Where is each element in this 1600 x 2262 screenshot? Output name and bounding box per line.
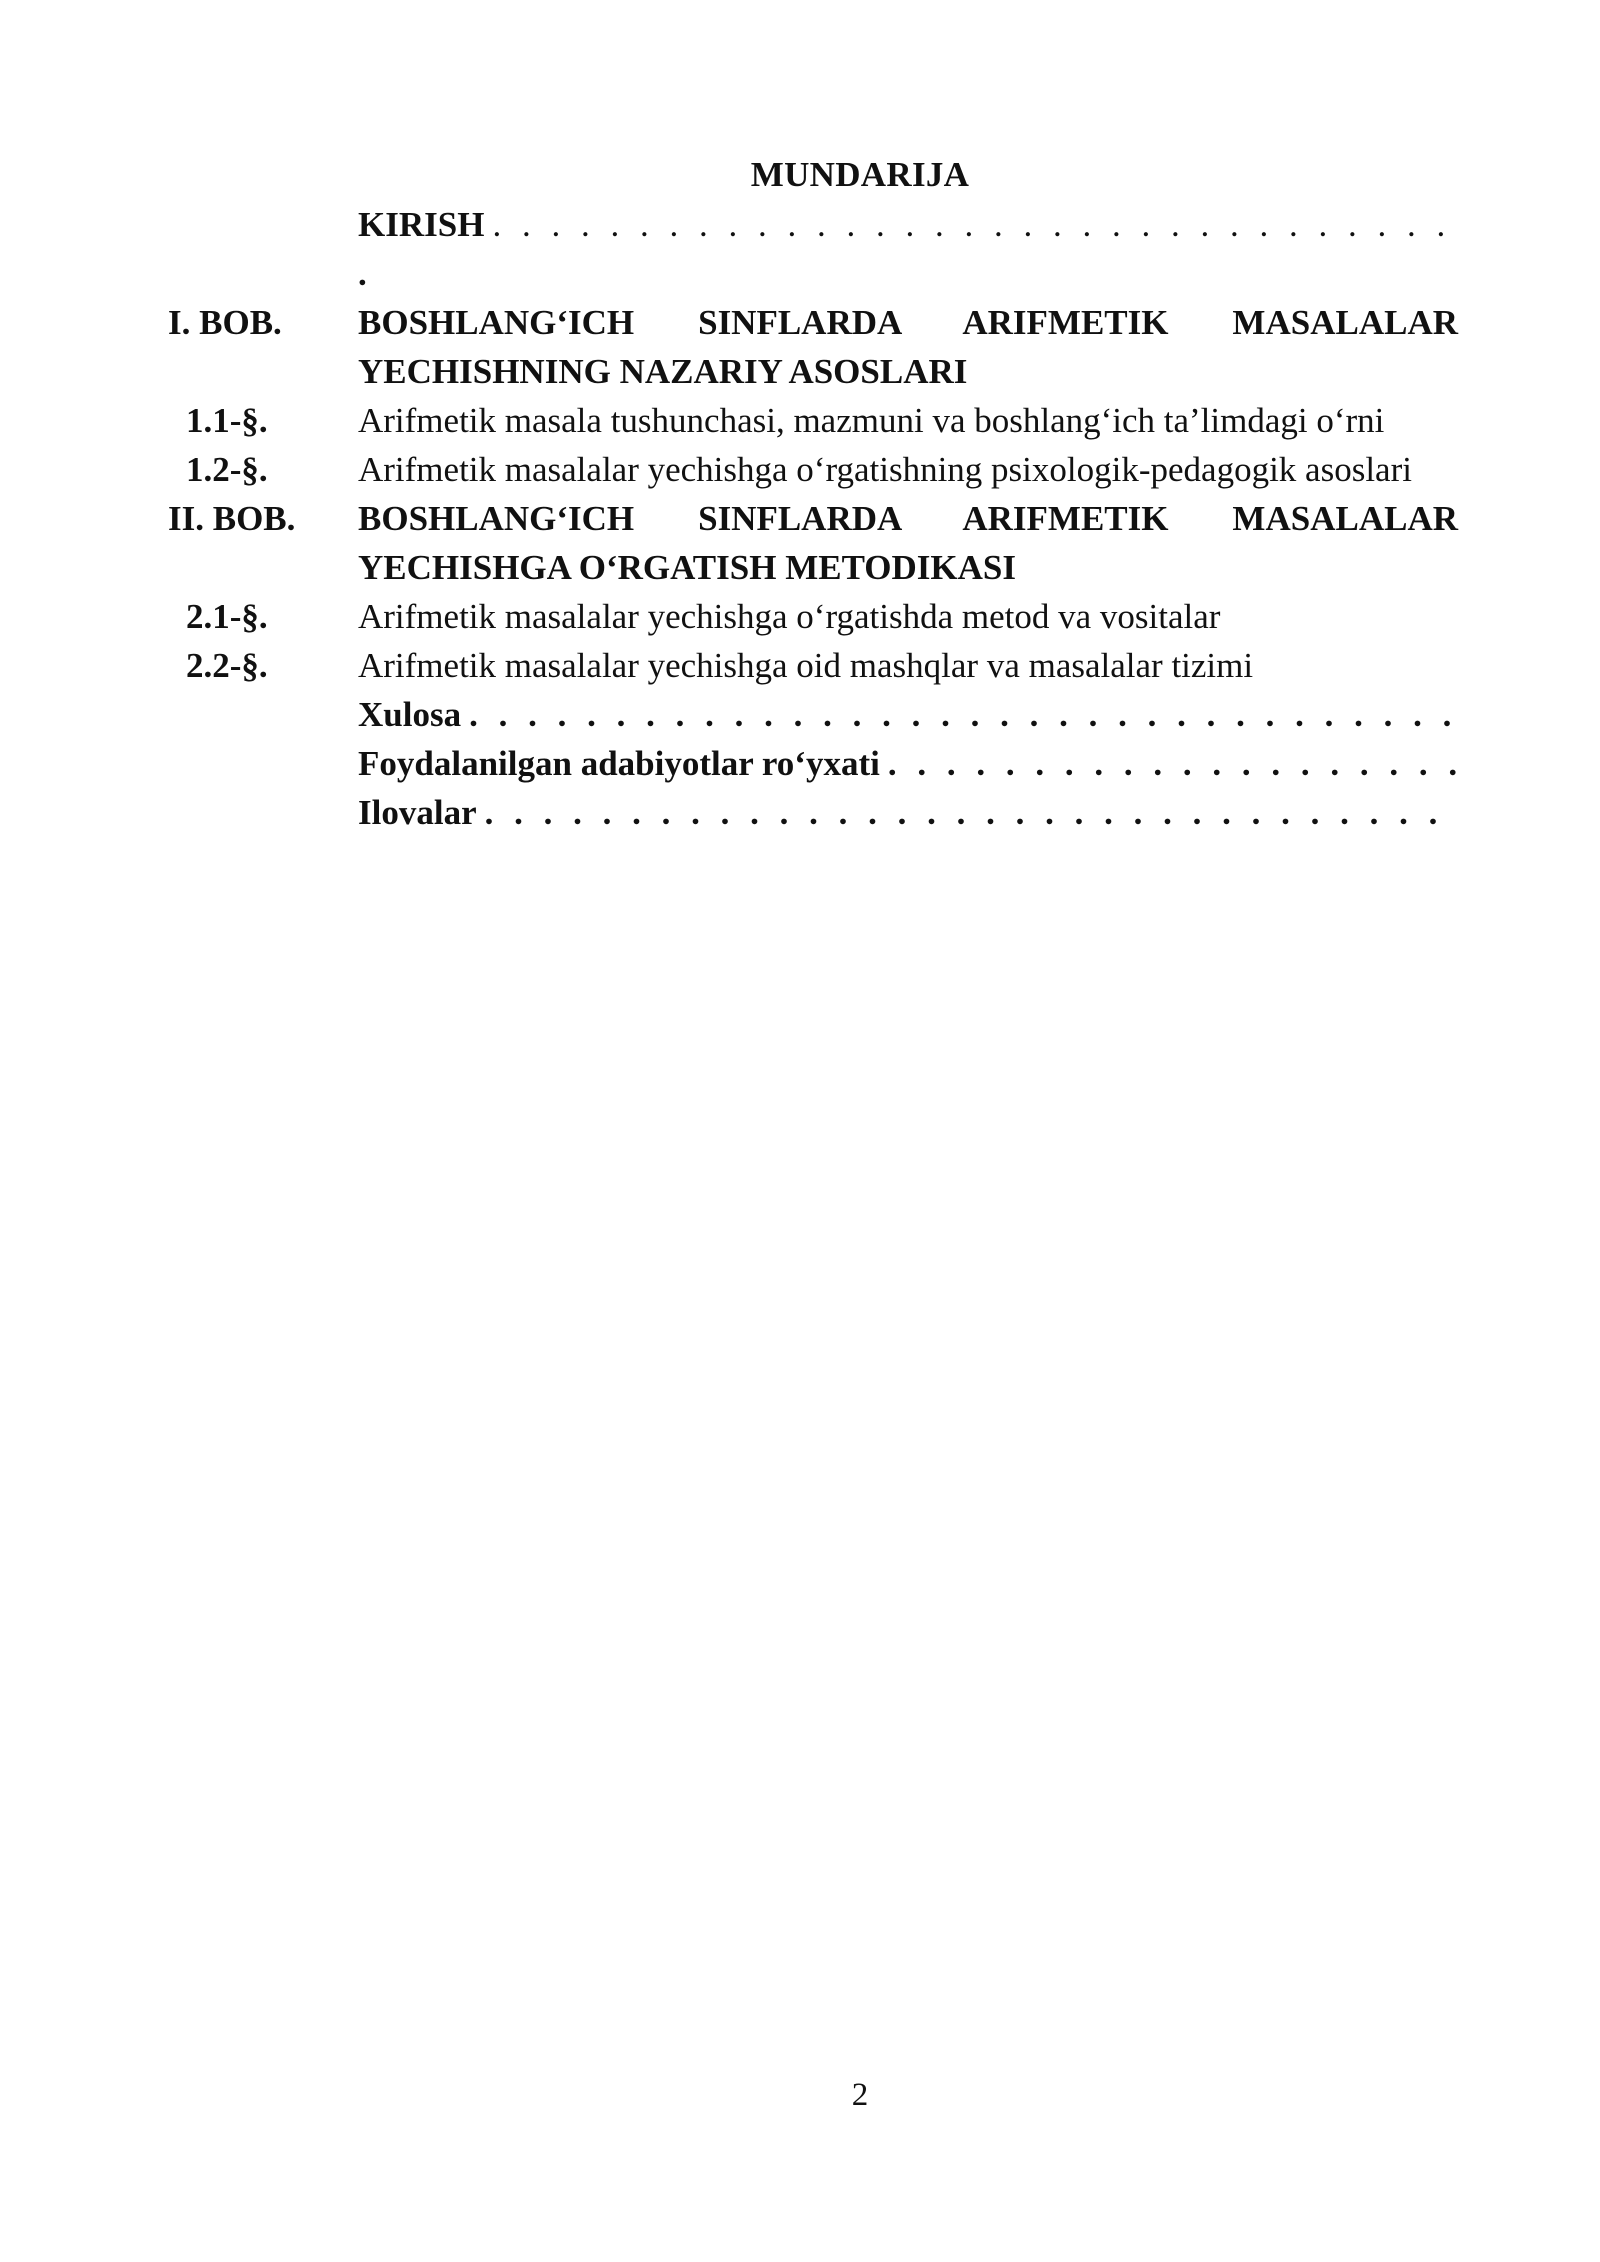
toc-entry-label: KIRISH xyxy=(358,205,485,244)
toc-entry-section-2-2 xyxy=(168,641,1458,690)
toc-dotted-line xyxy=(358,200,1458,249)
toc-entry-adabiyotlar xyxy=(168,739,1458,788)
toc-entry-section-1-1 xyxy=(168,396,1458,445)
toc-chapter-title: BOSHLANG‘ICH SINFLARDA ARIFMETIK MASALALAR YECHISHGA O‘RGATISH METODIKASI xyxy=(358,499,1458,587)
dot-leader xyxy=(888,739,1458,788)
toc-section-number: 2.1-§. xyxy=(186,597,268,636)
dot-leader xyxy=(485,788,1458,837)
page-title: MUNDARIJA xyxy=(750,155,970,194)
toc-chapter-title: BOSHLANG‘ICH SINFLARDA ARIFMETIK MASALALAR YECHISHNING NAZARIY ASOSLARI xyxy=(358,303,1458,391)
toc-chapter-number: I. BOB. xyxy=(168,303,282,342)
table-of-contents xyxy=(168,200,1458,837)
toc-section-title: Arifmetik masalalar yechishga o‘rgatishda metod va vositalar xyxy=(358,597,1221,636)
toc-entry-label: Xulosa xyxy=(358,695,462,734)
toc-dotted-line xyxy=(358,788,1458,837)
toc-section-title: Arifmetik masalalar yechishga o‘rgatishning psixologik-pedagogik asoslari xyxy=(358,450,1412,489)
overflow-dot: . xyxy=(358,254,367,293)
toc-entry-ilovalar xyxy=(168,788,1458,837)
toc-dotted-line xyxy=(358,690,1458,739)
toc-section-number: 2.2-§. xyxy=(186,646,268,685)
toc-dotted-line xyxy=(358,739,1458,788)
toc-chapter-number: II. BOB. xyxy=(168,499,296,538)
page-number: 2 xyxy=(851,2077,869,2113)
toc-entry-section-1-2 xyxy=(168,445,1458,494)
toc-entry-xulosa xyxy=(168,690,1458,739)
toc-section-number: 1.1-§. xyxy=(186,401,268,440)
toc-entry-label: Foydalanilgan adabiyotlar ro‘yxati xyxy=(358,744,880,783)
toc-entry-chapter-2 xyxy=(168,494,1458,592)
toc-entry-kirish xyxy=(168,200,1458,249)
dot-leader xyxy=(469,690,1458,739)
toc-section-title: Arifmetik masalalar yechishga oid mashqlar va masalalar tizimi xyxy=(358,646,1254,685)
toc-entry-section-2-1 xyxy=(168,592,1458,641)
toc-entry-kirish-overflow xyxy=(168,249,1458,298)
toc-section-number: 1.2-§. xyxy=(186,450,268,489)
toc-entry-label: Ilovalar xyxy=(358,793,477,832)
dot-leader xyxy=(492,200,1458,249)
toc-section-title: Arifmetik masala tushunchasi, mazmuni va boshlang‘ich ta’limdagi o‘rni xyxy=(358,401,1385,440)
toc-entry-chapter-1 xyxy=(168,298,1458,396)
